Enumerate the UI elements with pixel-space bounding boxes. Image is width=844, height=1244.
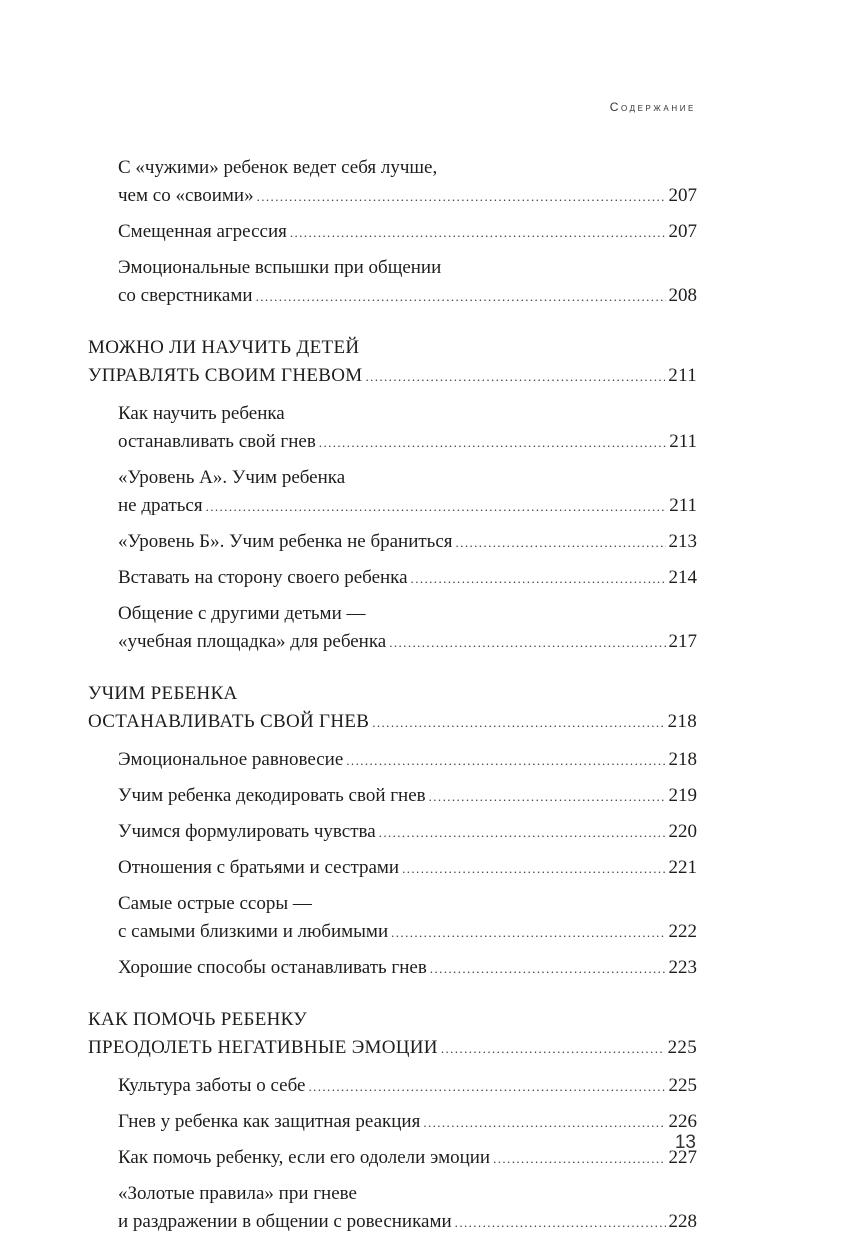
dot-leader xyxy=(455,1209,666,1236)
toc-page-number: 228 xyxy=(668,1211,697,1232)
toc-page-number: 218 xyxy=(668,749,697,770)
toc-entry[interactable] xyxy=(88,1108,697,1136)
toc-entry-title: Смещенная агрессия xyxy=(118,221,287,242)
toc-page-number: 226 xyxy=(668,1111,697,1132)
toc-entry-title: Учимся формулировать чувства xyxy=(118,821,376,842)
dot-leader xyxy=(430,955,666,982)
dot-leader xyxy=(256,283,666,310)
toc-entry[interactable] xyxy=(88,564,697,592)
toc-entry-line xyxy=(88,362,697,390)
dot-leader xyxy=(411,565,666,592)
toc-entry-title: «учебная площадка» для ребенка xyxy=(118,631,387,652)
toc-entry-line xyxy=(88,334,697,362)
toc-entry-title: Эмоциональное равновесие xyxy=(118,749,344,770)
toc-page-number: 207 xyxy=(668,221,697,242)
toc-section-heading[interactable] xyxy=(88,334,697,390)
toc-page-number: 211 xyxy=(669,431,697,452)
dot-leader xyxy=(290,219,666,246)
toc-entry-line xyxy=(118,782,697,810)
page-number: 13 xyxy=(674,1132,696,1153)
dot-leader xyxy=(389,629,665,656)
toc-entry[interactable] xyxy=(88,254,697,310)
toc-entry[interactable] xyxy=(88,854,697,882)
toc-entry-line xyxy=(118,628,697,656)
toc-page-number: 208 xyxy=(668,285,697,306)
toc-entry[interactable] xyxy=(88,746,697,774)
toc-entry-line xyxy=(118,564,697,592)
toc-entry[interactable] xyxy=(88,890,697,946)
toc-entry[interactable] xyxy=(88,818,697,846)
toc-entry-title: Хорошие способы останавливать гнев xyxy=(118,957,427,978)
dot-leader xyxy=(206,493,667,520)
toc-entry-line xyxy=(88,1006,697,1034)
toc-entry-line xyxy=(118,890,697,918)
toc-entry-title: Вставать на сторону своего ребенка xyxy=(118,567,408,588)
toc-entry-title: останавливать свой гнев xyxy=(118,431,316,452)
toc-entry-title: и раздражении в общении с ровесниками xyxy=(118,1211,452,1232)
toc-page-number: 211 xyxy=(668,365,697,386)
toc-entry[interactable] xyxy=(88,464,697,520)
toc-entry-line xyxy=(118,1108,697,1136)
toc-page-number: 207 xyxy=(668,185,697,206)
toc-entry[interactable] xyxy=(88,1144,697,1172)
toc-page-number: 213 xyxy=(668,531,697,552)
toc-entry[interactable] xyxy=(88,1072,697,1100)
toc-entry-line xyxy=(118,282,697,310)
toc-entry-line xyxy=(88,1034,697,1062)
running-head: Содержание xyxy=(609,100,696,114)
toc-page-number: 219 xyxy=(668,785,697,806)
toc-entry-title: Отношения с братьями и сестрами xyxy=(118,857,400,878)
toc-entry-title: С «чужими» ребенок ведет себя лучше, xyxy=(118,157,438,178)
toc-entry-title: КАК ПОМОЧЬ РЕБЕНКУ xyxy=(88,1009,307,1030)
toc-entry[interactable] xyxy=(88,218,697,246)
toc-entry-line xyxy=(118,528,697,556)
toc-entry-title: Гнев у ребенка как защитная реакция xyxy=(118,1111,421,1132)
toc-entry[interactable] xyxy=(88,782,697,810)
toc-entry-title: со сверстниками xyxy=(118,285,253,306)
toc-entry-title: Учим ребенка декодировать свой гнев xyxy=(118,785,426,806)
toc-entry-title: Как научить ребенка xyxy=(118,403,285,424)
toc-entry-line xyxy=(118,254,697,282)
toc-entry-line xyxy=(88,708,697,736)
toc-entry-title: Самые острые ссоры — xyxy=(118,893,312,914)
toc-entry-line xyxy=(88,680,697,708)
toc-page-number: 221 xyxy=(668,857,697,878)
dot-leader xyxy=(391,919,665,946)
toc-entry[interactable] xyxy=(88,400,697,456)
toc-entry-line xyxy=(118,492,697,520)
toc-page-number: 222 xyxy=(668,921,697,942)
toc-entry-line xyxy=(118,154,697,182)
toc-page-number: 223 xyxy=(668,957,697,978)
dot-leader xyxy=(456,529,666,556)
dot-leader xyxy=(346,747,665,774)
toc-page-number: 217 xyxy=(668,631,697,652)
toc-entry-title: Как помочь ребенку, если его одолели эмоции xyxy=(118,1147,491,1168)
toc-entry-line xyxy=(118,428,697,456)
toc-entry-line xyxy=(118,600,697,628)
toc-entry-title: Эмоциональные вспышки при общении xyxy=(118,257,442,278)
toc-entry-title: «Золотые правила» при гневе xyxy=(118,1183,357,1204)
toc-entry-title: «Уровень А». Учим ребенка xyxy=(118,467,346,488)
table-of-contents xyxy=(88,154,697,1244)
toc-entry-title: чем со «своими» xyxy=(118,185,254,206)
dot-leader xyxy=(423,1109,665,1136)
toc-entry-title: МОЖНО ЛИ НАУЧИТЬ ДЕТЕЙ xyxy=(88,337,360,358)
toc-entry-title: Культура заботы о себе xyxy=(118,1075,306,1096)
toc-page-number: 227 xyxy=(668,1147,697,1168)
toc-section xyxy=(88,680,697,982)
toc-section-heading[interactable] xyxy=(88,680,697,736)
toc-entry-line xyxy=(118,954,697,982)
toc-entry-title: ПРЕОДОЛЕТЬ НЕГАТИВНЫЕ ЭМОЦИИ xyxy=(88,1037,438,1058)
toc-entry[interactable] xyxy=(88,528,697,556)
toc-entry-title: с самыми близкими и любимыми xyxy=(118,921,389,942)
toc-entry-line xyxy=(118,918,697,946)
toc-section xyxy=(88,334,697,656)
toc-entry[interactable] xyxy=(88,954,697,982)
dot-leader xyxy=(257,183,666,210)
toc-entry-title: Общение с другими детьми — xyxy=(118,603,366,624)
toc-entry-title: УЧИМ РЕБЕНКА xyxy=(88,683,238,704)
dot-leader xyxy=(308,1073,665,1100)
dot-leader xyxy=(493,1145,665,1172)
dot-leader xyxy=(379,819,666,846)
toc-entry-line xyxy=(118,818,697,846)
dot-leader xyxy=(319,429,666,456)
dot-leader xyxy=(441,1035,665,1062)
dot-leader xyxy=(429,783,666,810)
toc-section xyxy=(88,1006,697,1236)
toc-entry-line xyxy=(118,464,697,492)
dot-leader xyxy=(402,855,665,882)
toc-entry[interactable] xyxy=(88,600,697,656)
toc-entry-title: УПРАВЛЯТЬ СВОИМ ГНЕВОМ xyxy=(88,365,363,386)
toc-page-number: 218 xyxy=(667,711,697,732)
toc-entry-line xyxy=(118,1208,697,1236)
toc-section-heading[interactable] xyxy=(88,1006,697,1062)
toc-entry-line xyxy=(118,1072,697,1100)
toc-entry-title: ОСТАНАВЛИВАТЬ СВОЙ ГНЕВ xyxy=(88,711,370,732)
dot-leader xyxy=(365,363,665,390)
toc-entry[interactable] xyxy=(88,1180,697,1236)
toc-entry-title: не драться xyxy=(118,495,203,516)
toc-entry-line xyxy=(118,1144,697,1172)
toc-page-number: 225 xyxy=(668,1075,697,1096)
toc-page-number: 214 xyxy=(668,567,697,588)
toc-entry-title: «Уровень Б». Учим ребенка не браниться xyxy=(118,531,453,552)
toc-page-number: 211 xyxy=(669,495,697,516)
toc-entry-line xyxy=(118,182,697,210)
toc-entry-line xyxy=(118,218,697,246)
toc-continued-section xyxy=(88,154,697,310)
toc-page-number: 220 xyxy=(668,821,697,842)
dot-leader xyxy=(372,709,664,736)
toc-page-number: 225 xyxy=(667,1037,697,1058)
toc-entry[interactable] xyxy=(88,154,697,210)
toc-entry-line xyxy=(118,854,697,882)
toc-entry-line xyxy=(118,746,697,774)
toc-entry-line xyxy=(118,1180,697,1208)
toc-entry-line xyxy=(118,400,697,428)
